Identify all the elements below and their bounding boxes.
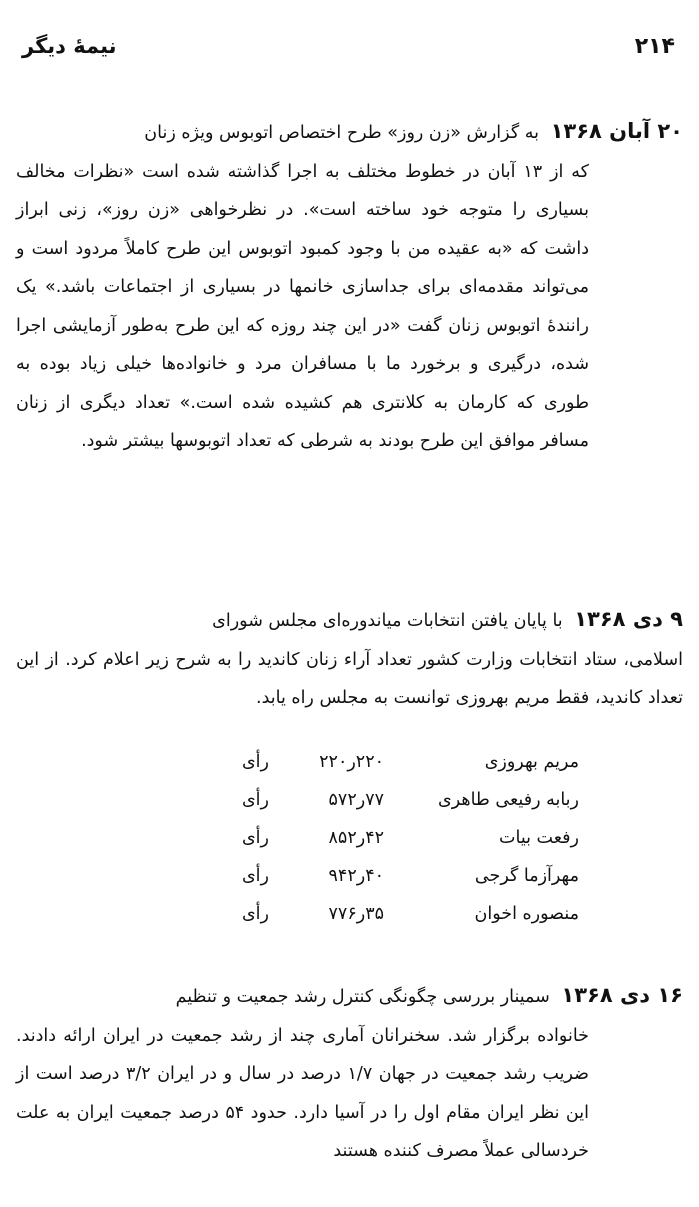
vote-unit: رأی (241, 752, 269, 772)
entry-lead-text: سمینار بررسی چگونگی کنترل رشد جمعیت و تنظیم (175, 987, 550, 1007)
entry-lead-text: با پایان یافتن انتخابات میاندوره‌ای مجلس شورای (212, 611, 563, 631)
vote-unit: رأی (241, 790, 269, 810)
chronology-entry (16, 600, 683, 718)
vote-row (0, 828, 699, 862)
entry-lead-text: به گزارش «زن روز» طرح اختصاص اتوبوس ویژه زنان (144, 123, 539, 143)
entry-body: خانواده برگزار شد. سخنرانان آماری چند از رشد جمعیت در ایران ارائه دادند. ضریب رشد جمعیت در جهان ۱/۷ درصد در سال و در ایران ۳/۲ درصد است از این نظر ایران مقام اول را در آسیا دارد. حدود ۵۴ درصد جمعیت ایران به علت خردسالی عملاً مصرف کننده هستند (16, 1025, 589, 1161)
entry-first-line (16, 112, 683, 153)
entry-date: ۹ دی ۱۳۶۸ (574, 607, 683, 631)
chronology-entry (16, 976, 683, 1171)
vote-count: ۴۰ر۹۴۲ (328, 866, 384, 886)
candidate-name: منصوره اخوان (474, 904, 579, 924)
vote-row (0, 790, 699, 824)
candidate-name: مریم بهروزی (484, 752, 579, 772)
entry-body: اسلامی، ستاد انتخابات وزارت کشور تعداد آراء زنان کاندید را به شرح زیر اعلام کرد. از این تعداد کاندید، فقط مریم بهروزی توانست به مجلس راه یابد. (16, 649, 683, 708)
entry-body: که از ۱۳ آبان در خطوط مختلف به اجرا گذاشته شده است «نظرات مخالف بسیاری را متوجه خود ساخته است». در نظرخواهی «زن روز»، زنی ابراز داشت که «به عقیده من با وجود کمبود اتوبوس این طرح کاملاً مردود است و می‌تواند مقدمه‌ای برای جداسازی خانمها در بسیاری از اجتماعات باشد.» یک رانندهٔ اتوبوس زنان گفت «در این چند روزه که این طرح به‌طور آزمایشی اجرا شده، درگیری و برخورد ما با مسافران مرد و خانواده‌ها خیلی زیاد بوده به طوری که کارمان به کلانتری هم کشیده شده است.» تعداد دیگری از زنان مسافر موافق این طرح بودند به شرطی که تعداد اتوبوسها بیشتر شود. (16, 161, 589, 451)
running-header-title: نیمهٔ دیگر (22, 34, 117, 58)
vote-unit: رأی (241, 828, 269, 848)
vote-results-list (0, 752, 699, 952)
candidate-name: رفعت بیات (499, 828, 579, 848)
vote-row (0, 904, 699, 938)
chronology-entry (16, 112, 683, 461)
candidate-name: مهرآزما گرجی (474, 866, 579, 886)
page-number: ۲۱۴ (634, 34, 675, 59)
vote-unit: رأی (241, 866, 269, 886)
entry-first-line (16, 976, 683, 1017)
vote-unit: رأی (241, 904, 269, 924)
vote-count: ۲۲۰ر۲۲۰ (319, 752, 384, 772)
vote-row (0, 752, 699, 786)
vote-row (0, 866, 699, 900)
entry-date: ۲۰ آبان ۱۳۶۸ (550, 119, 683, 143)
candidate-name: ربابه رفیعی طاهری (438, 790, 579, 810)
entry-date: ۱۶ دی ۱۳۶۸ (561, 983, 683, 1007)
entry-first-line (16, 600, 683, 641)
vote-count: ۳۵ر۷۷۶ (328, 904, 384, 924)
vote-count: ۴۲ر۸۵۲ (328, 828, 384, 848)
vote-count: ۷۷ر۵۷۲ (328, 790, 384, 810)
